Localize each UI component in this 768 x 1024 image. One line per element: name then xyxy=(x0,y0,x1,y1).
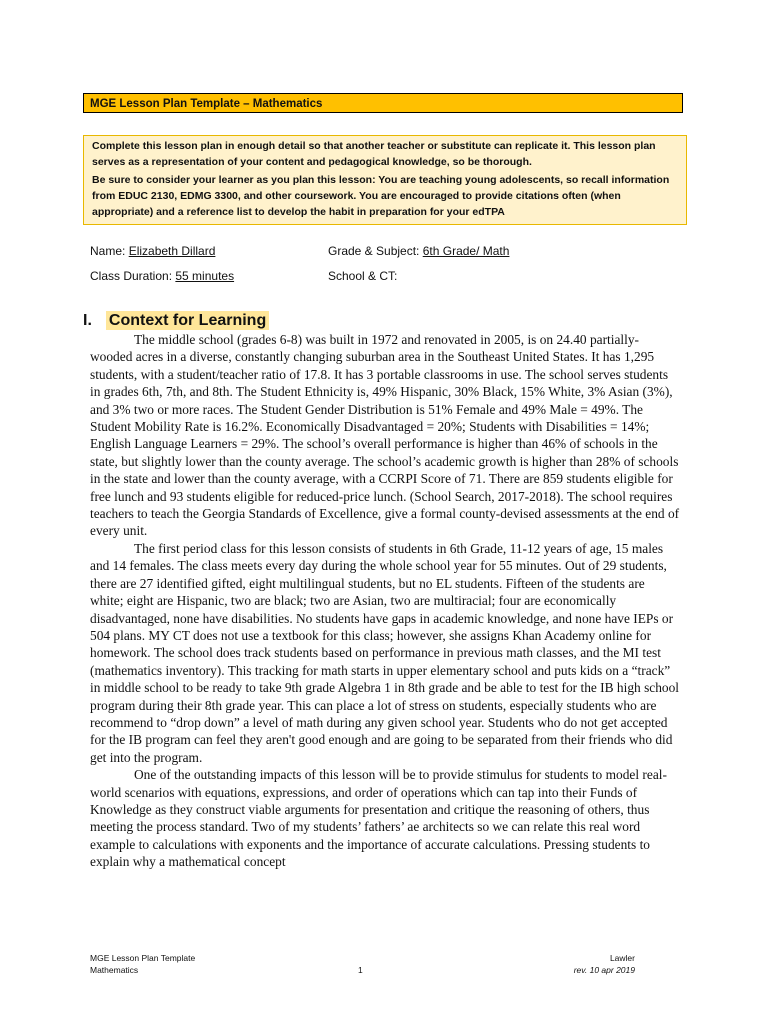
info-row-1 xyxy=(90,244,690,269)
template-title-bar xyxy=(83,93,683,113)
footer-author: Lawler xyxy=(609,953,635,963)
lesson-info xyxy=(90,244,690,294)
grade-value: 6th Grade/ Math xyxy=(422,244,510,258)
school-label: School & CT: xyxy=(328,269,398,283)
instructions-paragraph-1: Complete this lesson plan in enough detail so that another teacher or substitute can replicate it. This lesson plan serves as a representation of your content and pedagogical knowledge, so be thorough. xyxy=(92,140,656,168)
footer-subject: Mathematics xyxy=(90,965,139,975)
page-number: 1 xyxy=(358,965,363,975)
info-row-2 xyxy=(90,269,690,294)
grade-subject-field xyxy=(328,244,566,269)
instructions-paragraph-2: Be sure to consider your learner as you plan this lesson: You are teaching young adolescents, so recall information from EDUC 2130, EDMG 3300, and other coursework. You are encouraged to provide citations often (when appropriate) and a reference list to develop the habit in preparation for your edTPA xyxy=(92,174,670,218)
duration-field xyxy=(90,269,328,294)
footer-revision: rev. 10 apr 2019 xyxy=(573,965,635,975)
grade-label: Grade & Subject: xyxy=(328,244,423,258)
school-ct-field xyxy=(328,269,566,294)
template-title: MGE Lesson Plan Template – Mathematics xyxy=(90,98,323,110)
section-numeral: I. xyxy=(83,312,92,329)
duration-label: Class Duration: xyxy=(90,269,176,283)
section-heading xyxy=(83,312,269,330)
instructions-box xyxy=(83,135,687,225)
page-footer xyxy=(90,952,635,980)
body-paragraph-3: One of the outstanding impacts of this lesson will be to provide stimulus for students to model real-world scenarios with equations, expressions, and order of operations which can tap into their Funds of Knowledge as they construct viable arguments for presentation and critique the reasoning of others, thus meeting the process standard. Two of my students’ fathers’ ae architects so we can relate this real word example to calculations with exponents and the importance of accurate calculations. Pressing students to explain why a mathematical concept xyxy=(90,767,667,870)
name-label: Name: xyxy=(90,244,129,258)
body-paragraph-1: The middle school (grades 6-8) was built in 1972 and renovated in 2005, is on 24.40 partially-wooded acres in a diverse, constantly changing suburban area in the Southeast United States. It has 1,295 students, with a student/teacher ratio of 17.8. It has 3 portable classrooms in use. The school serves students in grades 6th, 7th, and 8th. The Student Ethnicity is, 49% Hispanic, 30% Black, 15% White, 3% Asian (3%), and 3% two or more races. The Student Gender Distribution is 51% Female and 49% Male = 49%. The Student Mobility Rate is 16.2%. Economically Disadvantaged = 20%; Students with Disabilities = 14%; English Language Learners = 29%. The school’s overall performance is higher than 46% of schools in the state, but slightly lower than the county average. The school’s academic growth is higher than 28% of schools in the state and lower than the county average, with a CCRPI Score of 71. There are 859 students eligible for free lunch and 93 students eligible for reduced-price lunch. (School Search, 2017-2018). The school requires teachers to teach the Georgia Standards of Excellence, give a formal county-devised assessments at the end of every unit. xyxy=(90,332,680,539)
footer-template-name: MGE Lesson Plan Template xyxy=(90,953,196,963)
context-body xyxy=(90,331,680,871)
name-value: Elizabeth Dillard xyxy=(128,244,216,258)
name-field xyxy=(90,244,328,269)
body-paragraph-2: The first period class for this lesson consists of students in 6th Grade, 11-12 years of age, 15 males and 14 females. The class meets every day during the whole school year for 55 minutes. Out of 29 students, there are 27 identified gifted, eight multilingual students, but no EL students. Fifteen of the students are white; eight are Hispanic, two are black; two are Asian, two are multiracial; four are economically disadvantaged, none have disabilities. No students have gaps in academic knowledge, and none have IEPs or 504 plans. MY CT does not use a textbook for this class; however, she assigns Khan Academy online for homework. The school does track students based on performance in previous math classes, and the MI test (mathematics inventory). This tracking for math starts in upper elementary school and puts kids on a “track” in middle school to be ready to take 9th grade Algebra 1 in 8th grade and be able to test for the IB high school program during their 8th grade year. This can place a lot of stress on students, especially students who are recommend to “drop down” a level of math during any given school year. Students who do not get accepted for the IB program can feel they aren't good enough and are going to be separated from their friends who did get into the program. xyxy=(90,540,680,765)
duration-value: 55 minutes xyxy=(175,269,235,283)
section-title: Context for Learning xyxy=(106,311,269,330)
